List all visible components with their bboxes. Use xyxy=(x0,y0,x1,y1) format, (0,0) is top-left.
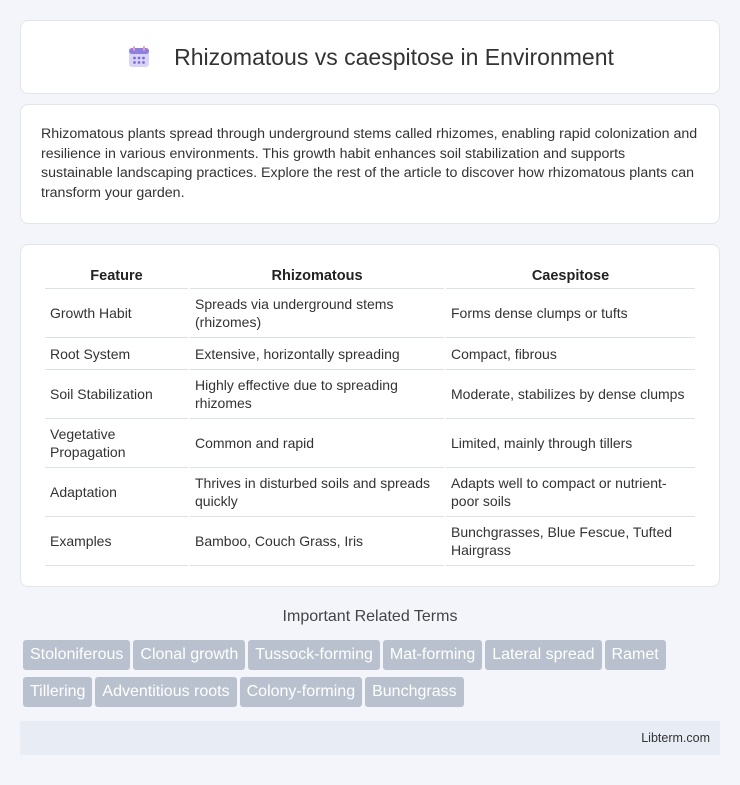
column-header-rhizomatous: Rhizomatous xyxy=(190,265,444,289)
table-cell: Compact, fibrous xyxy=(446,338,695,370)
table-row xyxy=(45,289,695,338)
table-cell: Limited, mainly through tillers xyxy=(446,419,695,468)
tag-tussock-forming[interactable]: Tussock-forming xyxy=(248,640,380,670)
table-cell: Root System xyxy=(45,338,188,370)
tag-lateral-spread[interactable]: Lateral spread xyxy=(485,640,601,670)
table-row xyxy=(45,468,695,517)
table-cell: Forms dense clumps or tufts xyxy=(446,289,695,338)
table-row xyxy=(45,338,695,370)
related-terms-list xyxy=(23,640,723,714)
table-cell: Vegetative Propagation xyxy=(45,419,188,468)
table-cell: Bamboo, Couch Grass, Iris xyxy=(190,517,444,566)
table-cell: Highly effective due to spreading rhizomes xyxy=(190,370,444,419)
table-row xyxy=(45,517,695,566)
table-cell: Growth Habit xyxy=(45,289,188,338)
tag-adventitious-roots[interactable]: Adventitious roots xyxy=(95,677,236,707)
tag-stoloniferous[interactable]: Stoloniferous xyxy=(23,640,130,670)
intro-card xyxy=(20,104,720,224)
tag-clonal-growth[interactable]: Clonal growth xyxy=(133,640,245,670)
tag-tillering[interactable]: Tillering xyxy=(23,677,92,707)
intro-paragraph: Rhizomatous plants spread through underground stems called rhizomes, enabling rapid colonization and resilience in various environments. This growth habit enhances soil stabilization and supports sustainable landscaping practices. Explore the rest of the article to discover how rhizomatous plants can transform your garden. xyxy=(41,126,698,201)
calendar-icon xyxy=(126,44,152,70)
table-cell: Thrives in disturbed soils and spreads quickly xyxy=(190,468,444,517)
table-cell: Common and rapid xyxy=(190,419,444,468)
footer-site-link[interactable]: Libterm.com xyxy=(641,731,710,745)
table-cell: Adapts well to compact or nutrient-poor soils xyxy=(446,468,695,517)
tag-colony-forming[interactable]: Colony-forming xyxy=(240,677,362,707)
tag-mat-forming[interactable]: Mat-forming xyxy=(383,640,482,670)
table-cell: Soil Stabilization xyxy=(45,370,188,419)
column-header-caespitose: Caespitose xyxy=(446,265,695,289)
table-cell: Examples xyxy=(45,517,188,566)
table-row xyxy=(45,370,695,419)
table-cell: Moderate, stabilizes by dense clumps xyxy=(446,370,695,419)
tag-ramet[interactable]: Ramet xyxy=(605,640,666,670)
table-header-row xyxy=(45,265,695,289)
comparison-table xyxy=(43,265,697,566)
table-row xyxy=(45,419,695,468)
column-header-feature: Feature xyxy=(45,265,188,289)
tag-bunchgrass[interactable]: Bunchgrass xyxy=(365,677,464,707)
title-card xyxy=(20,20,720,94)
footer xyxy=(20,721,720,755)
related-terms-heading: Important Related Terms xyxy=(282,608,458,625)
table-cell: Adaptation xyxy=(45,468,188,517)
comparison-table-card xyxy=(20,244,720,587)
page-title: Rhizomatous vs caespitose in Environment xyxy=(174,43,614,70)
table-cell: Bunchgrasses, Blue Fescue, Tufted Hairgrass xyxy=(446,517,695,566)
table-cell: Extensive, horizontally spreading xyxy=(190,338,444,370)
table-cell: Spreads via underground stems (rhizomes) xyxy=(190,289,444,338)
